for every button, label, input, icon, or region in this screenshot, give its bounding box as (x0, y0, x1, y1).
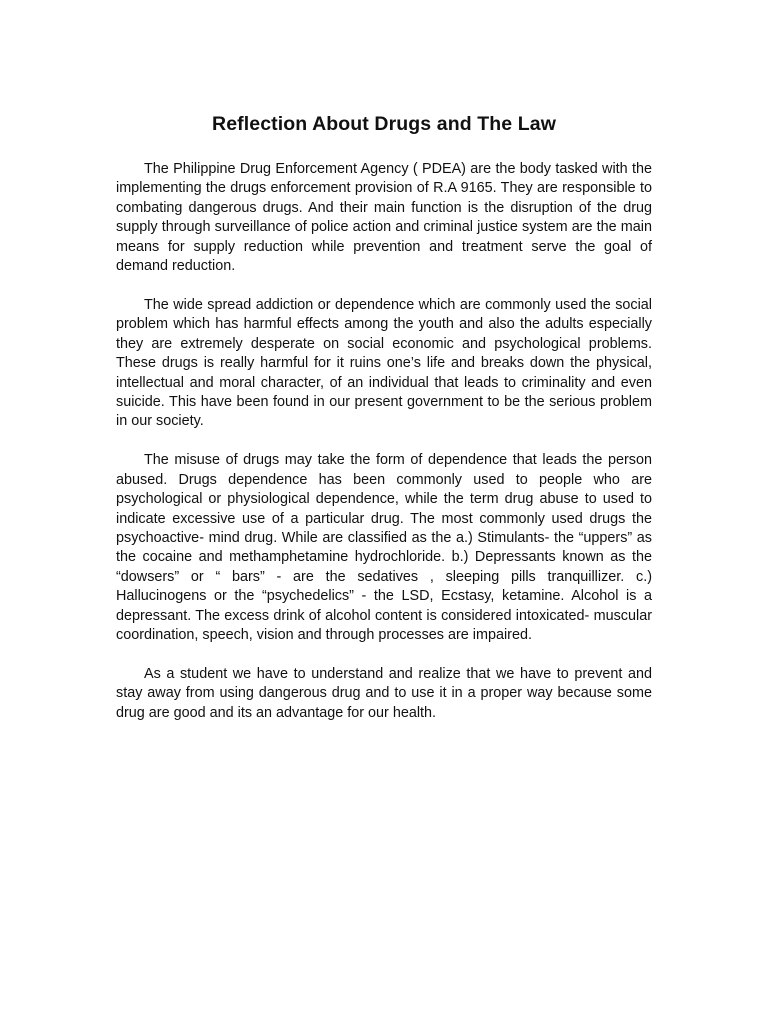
paragraph-1: The Philippine Drug Enforcement Agency ( PDEA) are the body tasked with the implementing the drugs enforcement provision of R.A 9165. They are responsible to combating dangerous drugs. And their main function is the disruption of the drug supply through surveillance of police action and criminal justice system are the main means for supply reduction while prevention and treatment serve the goal of demand reduction. (116, 161, 652, 275)
paragraph-2: The wide spread addiction or dependence which are commonly used the social problem which has harmful effects among the youth and also the adults especially they are extremely desperate on social economic and psychological problems. These drugs is really harmful for it ruins one’s life and breaks down the physical, intellectual and moral character, of an individual that leads to criminality and even suicide. This have been found in our present government to be the serious problem in our society. (116, 296, 652, 430)
paragraph-3: The misuse of drugs may take the form of dependence that leads the person abused. Drugs dependence has been commonly used to people who are psychological or physiological dependence, while the term drug abuse to used to indicate excessive use of a particular drug. The most commonly used drugs the psychoactive- mind drug. While are classified as the a.) Stimulants- the “uppers” as the cocaine and methamphetamine hydrochloride. b.) Depressants known as the “dowsers” or “ bars” - are the sedatives , sleeping pills tranquillizer. c.) Hallucinogens or the “psychedelics” - the LSD, Ecstasy, ketamine. Alcohol is a depressant. The excess drink of alcohol content is considered intoxicated- muscular coordination, speech, vision and through processes are impaired. (116, 452, 652, 643)
paragraph-4: As a student we have to understand and realize that we have to prevent and stay away from using dangerous drug and to use it in a proper way because some drug are good and its an advantage for our health. (116, 665, 652, 721)
document-body (116, 160, 652, 743)
document-title: Reflection About Drugs and The Law (212, 113, 556, 135)
